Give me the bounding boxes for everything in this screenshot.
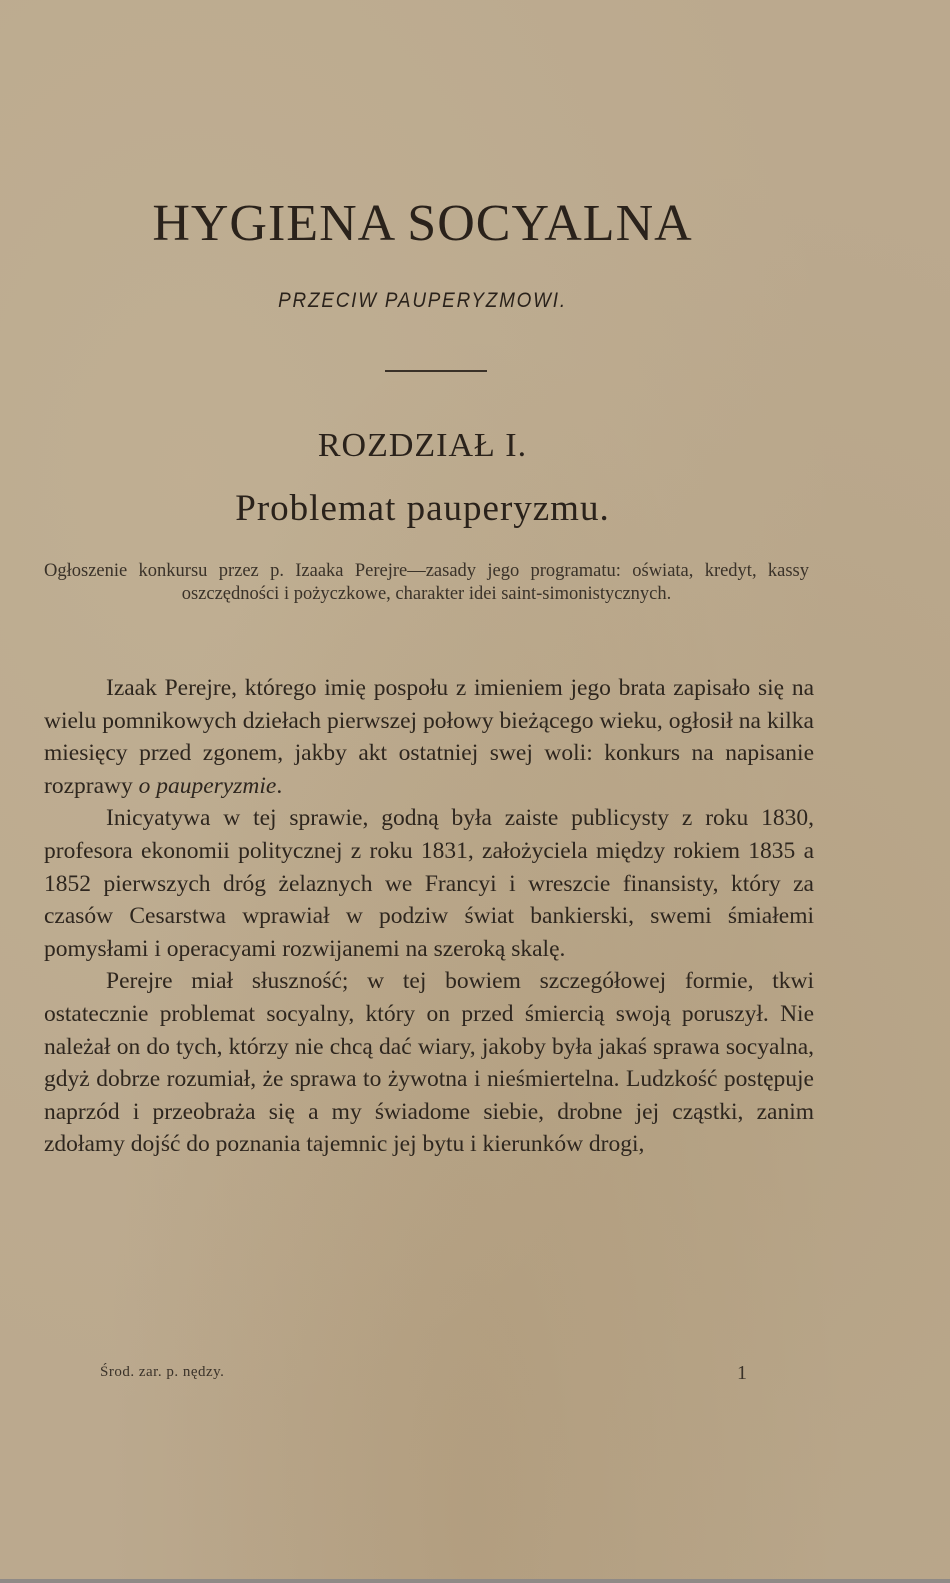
paragraph-emphasis: o pauperyzmie: [138, 772, 277, 799]
footer-signature: Środ. zar. p. nędzy.: [100, 1364, 225, 1380]
divider-rule: [385, 370, 487, 372]
page-bottom-edge: [0, 1579, 950, 1583]
chapter-title: Problemat pauperyzmu.: [235, 488, 610, 529]
page-title: HYGIENA SOCYALNA: [152, 195, 693, 252]
body-text: [44, 672, 814, 1161]
paragraph: Inicyatywa w tej sprawie, godną była zaiste publicysty z roku 1830, profesora ekonomii politycznej z roku 1831, założyciela między rokiem 1835 a 1852 pierwszych dróg żelaznych we Francyi i wreszcie finansisty, który za czasów Cesarstwa wprawiał w podziw świat bankierski, swemi śmiałemi pomysłami i operacyami rozwijanemi na szeroką skalę.: [44, 805, 814, 962]
paragraph-tail: .: [276, 772, 283, 799]
page-subtitle: PRZECIW PAUPERYZMOWI.: [278, 289, 567, 312]
paragraph: [44, 672, 814, 802]
page-number: 1: [737, 1362, 747, 1384]
paragraph: Perejre miał słuszność; w tej bowiem szczegółowej formie, tkwi ostatecznie problemat socyalny, który on przed śmiercią swoją poruszył. Nie należał on do tych, którzy nie chcą dać wiary, jakoby była jakaś sprawa socyalna, gdyż dobrze rozumiał, że sprawa to żywotna i nieśmiertelna. Ludzkość postępuje naprzód i przeobraża się a my świadome siebie, drobne jej cząstki, zanim zdołamy dojść do poznania tajemnic jej bytu i kierunków drogi,: [44, 968, 814, 1158]
paragraph-text: Izaak Perejre, którego imię pospołu z imieniem jego brata zapisało się na wielu pomnikowych dziełach pierwszej połowy bieżącego wieku, ogłosił na kilka miesięcy przed zgonem, jakby akt ostatniej swej woli: konkurs na napisanie rozprawy: [44, 675, 814, 799]
chapter-summary: Ogłoszenie konkursu przez p. Izaaka Perejre—zasady jego programatu: oświata, kredyt, kassy oszczędności i pożyczkowe, charakter idei saint-simonistycznych.: [44, 561, 809, 604]
chapter-heading: ROZDZIAŁ I.: [317, 427, 528, 464]
